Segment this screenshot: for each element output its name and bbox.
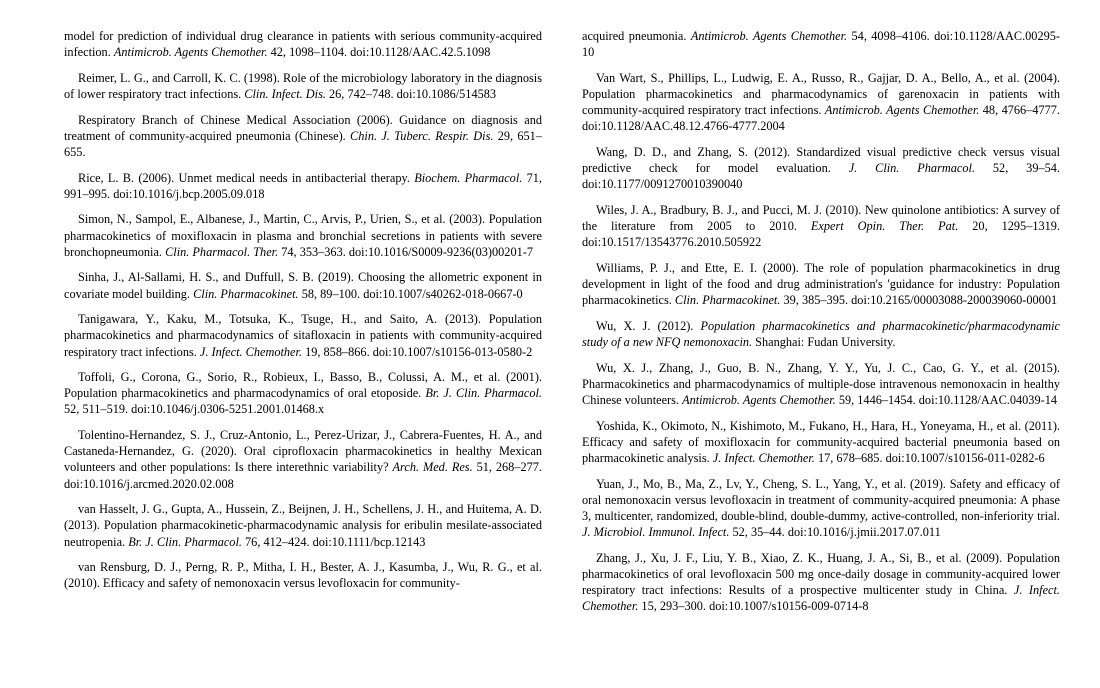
reference-entry <box>582 360 1060 408</box>
reference-text: Tolentino-Hernandez, S. J., Cruz-Antonio, L., Perez-Urizar, J., Cabrera-Fuentes, H. A., and Castaneda-Hernandez, G. (2020). Oral ciprofloxacin pharmacokinetics in healthy Mexican volunteers and other populations: Is there interethnic variability? <box>64 428 542 475</box>
reference-entry <box>582 550 1060 615</box>
reference-text: Respiratory Branch of Chinese Medical Association (2006). Guidance on diagnosis and treatment of community-acquired pneumonia (Chinese). <box>64 112 542 143</box>
journal-title: J. Infect. Chemother. <box>199 344 303 359</box>
journal-title: J. Infect. Chemother. <box>712 450 815 465</box>
reference-text: Wu, X. J., Zhang, J., Guo, B. N., Zhang, Y. Y., Yu, J. C., Cao, G. Y., et al. (2015). Pharmacokinetics and pharmacodynamics of multiple-dose intravenous nemonoxacin in healthy Chinese volunteers. <box>582 360 1060 407</box>
journal-title: Antimicrob. Agents Chemother. <box>690 29 848 43</box>
journal-title: Expert Opin. Ther. Pat. <box>810 219 959 234</box>
reference-text: 42, 1098–1104. doi:10.1128/AAC.42.5.1098 <box>267 45 491 60</box>
reference-text: 26, 742–748. doi:10.1086/514583 <box>325 86 497 101</box>
journal-title: Arch. Med. Res. <box>392 460 473 475</box>
two-column-layout <box>64 28 1061 668</box>
reference-entry <box>582 260 1060 308</box>
journal-title: Antimicrob. Agents Chemother. <box>113 45 268 60</box>
reference-entry <box>582 202 1060 250</box>
reference-text: 15, 293–300. doi:10.1007/s10156-009-0714-8 <box>638 599 869 614</box>
reference-text: 51, 268–277. doi:10.1016/j.arcmed.2020.02.008 <box>64 460 542 491</box>
reference-text: Tanigawara, Y., Kaku, M., Totsuka, K., Tsuge, H., and Saito, A. (2013). Population pharmacokinetics and pharmacodynamics of sitafloxacin in patients with community-acquired respiratory tract infections. <box>64 312 542 359</box>
journal-title: Antimicrob. Agents Chemother. <box>682 392 836 407</box>
journal-title: Clin. Pharmacokinet. <box>674 293 781 308</box>
reference-text: Reimer, L. G., and Carroll, K. C. (1998). Role of the microbiology laboratory in the diagnosis of lower respiratory tract infections. <box>64 70 542 101</box>
reference-text: model for prediction of individual drug clearance in patients with serious community-acquired infection. <box>64 29 542 60</box>
reference-text: 52, 511–519. doi:10.1046/j.0306-5251.2001.01468.x <box>64 402 325 417</box>
reference-text: Rice, L. B. (2006). Unmet medical needs in antibacterial therapy. <box>78 170 415 185</box>
reference-text: 19, 858–866. doi:10.1007/s10156-013-0580-2 <box>302 344 533 359</box>
journal-title: Clin. Infect. Dis. <box>244 86 326 101</box>
reference-text: 58, 89–100. doi:10.1007/s40262-018-0667-0 <box>298 286 523 301</box>
reference-text: Wiles, J. A., Bradbury, B. J., and Pucci, M. J. (2010). New quinolone antibiotics: A survey of the literature from 2005 to 2010. <box>582 202 1060 234</box>
reference-text: 52, 39–54. doi:10.1177/0091270010390040 <box>582 161 1060 192</box>
reference-text: 54, 4098–4106. doi:10.1128/AAC.00295-10 <box>582 29 1060 60</box>
journal-title: Br. J. Clin. Pharmacol. <box>425 386 542 401</box>
journal-title: Population pharmacokinetics and pharmacokinetic/pharmacodynamic study of a new NFQ nemonoxacin. <box>582 318 1060 349</box>
journal-title: J. Infect. Chemother. <box>582 583 1060 614</box>
reference-entry <box>64 559 542 591</box>
reference-text: van Rensburg, D. J., Perng, R. P., Mitha, I. H., Bester, A. J., Kasumba, J., Wu, R. G., et al. (2010). Efficacy and safety of nemonoxacin versus levofloxacin for community- <box>64 560 542 591</box>
reference-text: 59, 1446–1454. doi:10.1128/AAC.04039-14 <box>835 392 1057 407</box>
reference-text: 17, 678–685. doi:10.1007/s10156-011-0282-6 <box>814 450 1045 465</box>
journal-title: Biochem. Pharmacol. <box>414 170 523 185</box>
journal-title: J. Clin. Pharmacol. <box>848 161 975 176</box>
reference-text: 29, 651–655. <box>64 128 542 159</box>
reference-entry <box>582 476 1060 541</box>
reference-text: Yuan, J., Mo, B., Ma, Z., Lv, Y., Cheng, S. L., Yang, Y., et al. (2019). Safety and efficacy of oral nemonoxacin versus levofloxacin in treatment of community-acquired pneumonia: A phase 3, multicenter, randomized, double-blind, double-dummy, active-controlled, non-inferiority trial. <box>582 476 1060 523</box>
reference-text: van Hasselt, J. G., Gupta, A., Hussein, Z., Beijnen, J. H., Schellens, J. H., and Huitema, A. D. (2013). Population pharmacokinetic-pharmacodynamic analysis for eribulin mesilate-associated neutropenia. <box>64 502 542 549</box>
journal-title: Antimicrob. Agents Chemother. <box>824 103 980 118</box>
reference-entry <box>64 427 542 492</box>
left-column <box>64 28 542 668</box>
journal-title: Chin. J. Tuberc. Respir. Dis. <box>350 128 494 143</box>
journal-title: Br. J. Clin. Pharmacol. <box>128 534 242 549</box>
reference-entry <box>582 418 1060 466</box>
reference-text: Yoshida, K., Okimoto, N., Kishimoto, M., Fukano, H., Hara, H., Yoneyama, H., et al. (2011). Efficacy and safety of moxifloxacin for community-acquired bacterial pneumonia based on pharmacokinetic analysis. <box>582 418 1060 465</box>
journal-title: Clin. Pharmacol. Ther. <box>165 244 279 259</box>
reference-entry <box>582 318 1060 350</box>
reference-entry <box>582 70 1060 135</box>
reference-entry <box>64 369 542 417</box>
reference-text: Wu, X. J. (2012). <box>596 318 701 333</box>
reference-entry <box>64 211 542 259</box>
reference-text: Zhang, J., Xu, J. F., Liu, Y. B., Xiao, Z. K., Huang, J. A., Si, B., et al. (2009). Population pharmacokinetics of oral levofloxacin 500 mg once-daily dosage in community-acquired lower respiratory tract infections: Results of a prospective multicenter study in China. <box>582 550 1060 598</box>
reference-text: 52, 35–44. doi:10.1016/j.jmii.2017.07.011 <box>729 525 941 540</box>
reference-entry <box>64 269 542 301</box>
reference-text: acquired pneumonia. <box>582 29 691 43</box>
reference-text: 39, 385–395. doi:10.2165/00003088-200039060-00001 <box>780 293 1058 308</box>
reference-entry <box>582 144 1060 192</box>
reference-text: Van Wart, S., Phillips, L., Ludwig, E. A., Russo, R., Gajjar, D. A., Bello, A., et al. (2004). Population pharmacokinetics and pharmacodynamics of garenoxacin in patients with community-acquired respiratory tract infections. <box>582 70 1060 118</box>
reference-entry <box>64 170 542 202</box>
reference-text: Shanghai: Fudan University. <box>752 335 896 349</box>
reference-text: Sinha, J., Al-Sallami, H. S., and Duffull, S. B. (2019). Choosing the allometric exponent in covariate model building. <box>64 270 542 301</box>
journal-title: Clin. Pharmacokinet. <box>193 286 299 301</box>
reference-text: Toffoli, G., Corona, G., Sorio, R., Robieux, I., Basso, B., Colussi, A. M., et al. (2001). Population pharmacokinetics and pharmacodynamics of oral etoposide. <box>64 370 542 401</box>
right-column <box>582 28 1060 668</box>
journal-title: J. Microbiol. Immunol. Infect. <box>582 525 730 540</box>
reference-text: 74, 353–363. doi:10.1016/S0009-9236(03)00201-7 <box>278 244 533 259</box>
reference-entry <box>64 28 542 60</box>
reference-entry <box>64 501 542 549</box>
reference-entry <box>64 70 542 102</box>
reference-text: Wang, D. D., and Zhang, S. (2012). Standardized visual predictive check versus visual predictive check for model evaluation. <box>582 144 1060 176</box>
reference-entry <box>64 112 542 160</box>
reference-text: Simon, N., Sampol, E., Albanese, J., Martin, C., Arvis, P., Urien, S., et al. (2003). Population pharmacokinetics of moxifloxacin in plasma and bronchial secretions in patients with severe bronchopneumonia. <box>64 212 542 259</box>
reference-entry <box>64 311 542 359</box>
reference-text: 20, 1295–1319. doi:10.1517/13543776.2010.505922 <box>582 219 1061 250</box>
reference-entry <box>582 28 1060 60</box>
reference-text: 76, 412–424. doi:10.1111/bcp.12143 <box>241 534 426 549</box>
reference-text: 71, 991–995. doi:10.1016/j.bcp.2005.09.018 <box>64 170 542 201</box>
reference-text: Williams, P. J., and Ette, E. I. (2000). The role of population pharmacokinetics in drug development in light of the food and drug administration's 'guidance for industry: Population pharmacokinetics. <box>582 260 1060 308</box>
reference-text: 48, 4766–4777. doi:10.1128/AAC.48.12.4766-4777.2004 <box>582 103 1060 134</box>
